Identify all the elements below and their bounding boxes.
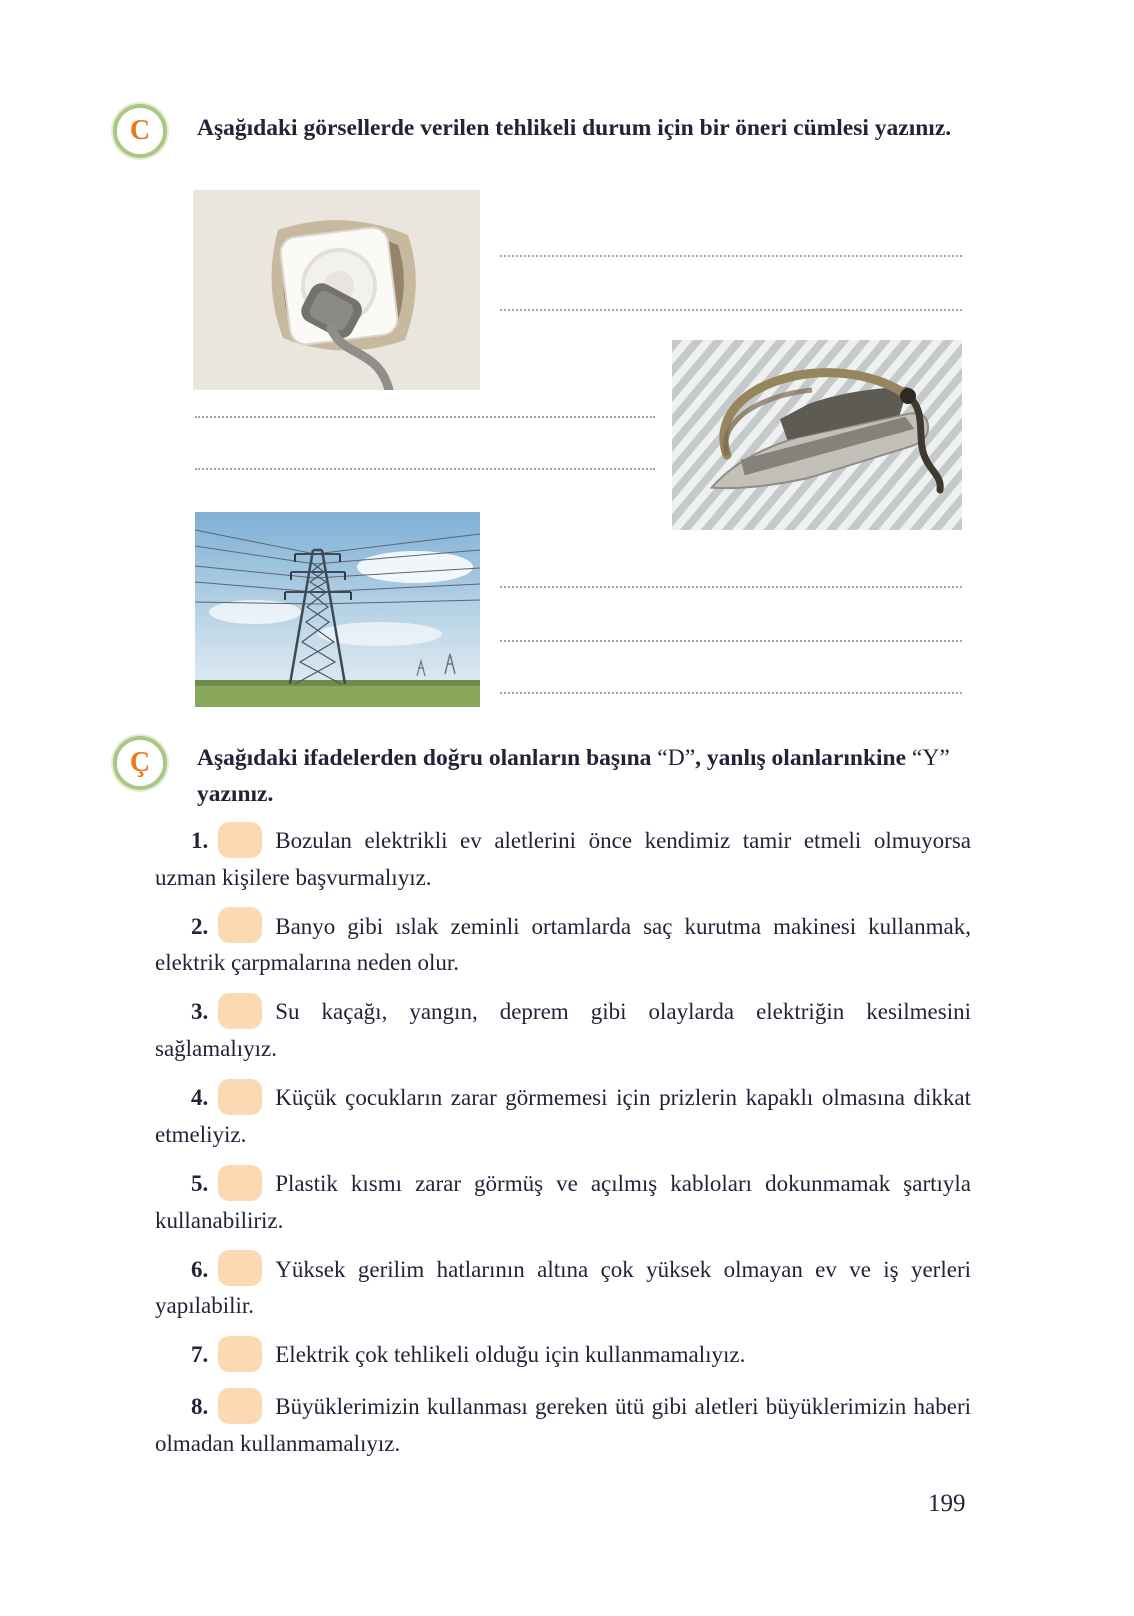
statement-row xyxy=(155,1338,971,1375)
statement-number: 6. xyxy=(191,1256,209,1282)
power-lines-photo xyxy=(195,512,480,707)
answer-line[interactable] xyxy=(195,416,655,418)
statement-row xyxy=(155,1253,971,1324)
instruction-text-part: yazınız. xyxy=(197,781,274,807)
answer-box[interactable] xyxy=(218,822,262,858)
instruction-text-part: Aşağıdaki ifadelerden doğru olanların başına xyxy=(197,745,658,771)
instruction-letter-y: “Y” xyxy=(911,745,950,771)
section-c-badge xyxy=(113,104,167,158)
statements-list xyxy=(155,824,971,1476)
statement-text: Banyo gibi ıslak zeminli ortamlarda saç kurutma makinesi kullanmak, elektrik çarpmalarına neden olur. xyxy=(155,913,971,976)
statement-row xyxy=(155,1167,971,1238)
section-c-cedilla-badge-letter: Ç xyxy=(129,747,151,778)
answer-line[interactable] xyxy=(500,309,962,311)
instruction-letter-d: “D” xyxy=(657,745,696,771)
statement-text: Bozulan elektrikli ev aletlerini önce kendimiz tamir etmeli olmuyorsa uzman kişilere başvurmalıyız. xyxy=(155,828,971,890)
section-c-cedilla-instruction xyxy=(197,740,989,812)
statement-row xyxy=(155,910,971,981)
statement-number: 4. xyxy=(191,1085,209,1111)
statement-row xyxy=(155,1081,971,1152)
statement-number: 1. xyxy=(191,828,209,853)
statement-text: Büyüklerimizin kullanması gereken ütü gibi aletleri büyüklerimizin haberi olmadan kullanmamalıyız. xyxy=(155,1394,971,1456)
answer-line[interactable] xyxy=(195,468,655,470)
answer-box[interactable] xyxy=(218,907,262,943)
section-c-instruction-text: Aşağıdaki görsellerde verilen tehlikeli durum için bir öneri cümlesi yazınız. xyxy=(197,115,952,141)
socket-illustration xyxy=(193,190,480,390)
statement-row xyxy=(155,1390,971,1461)
statement-row xyxy=(155,824,971,895)
statement-text: Yüksek gerilim hatlarının altına çok yüksek olmayan ev ve iş yerleri yapılabilir. xyxy=(155,1256,971,1319)
answer-box[interactable] xyxy=(218,1165,262,1201)
answer-box[interactable] xyxy=(218,1079,262,1115)
statement-text: Plastik kısmı zarar görmüş ve açılmış kabloları dokunmamak şartıyla kullanabiliriz. xyxy=(155,1170,971,1233)
answer-box[interactable] xyxy=(218,1388,262,1424)
section-c-instruction xyxy=(197,110,983,146)
damaged-socket-photo xyxy=(193,190,480,390)
answer-box[interactable] xyxy=(218,1250,262,1286)
instruction-text-part: , yanlış olanlarınkine xyxy=(695,745,912,771)
statement-number: 5. xyxy=(191,1170,209,1196)
answer-box[interactable] xyxy=(218,1336,262,1372)
statement-number: 3. xyxy=(191,999,209,1025)
statement-text: Elektrik çok tehlikeli olduğu için kullanmamalıyız. xyxy=(275,1342,746,1368)
answer-line[interactable] xyxy=(500,692,962,694)
old-iron-photo xyxy=(672,340,962,530)
answer-line[interactable] xyxy=(500,255,962,257)
page-number: 199 xyxy=(928,1490,966,1517)
statement-number: 8. xyxy=(191,1394,209,1420)
statement-text: Su kaçağı, yangın, deprem gibi olaylarda elektriğin kesilmesini sağlamalıyız. xyxy=(155,999,971,1062)
answer-line[interactable] xyxy=(500,586,962,588)
iron-illustration xyxy=(672,340,962,530)
answer-line[interactable] xyxy=(500,640,962,642)
statement-number: 2. xyxy=(191,913,209,939)
statement-row xyxy=(155,995,971,1066)
section-c-badge-letter: C xyxy=(129,115,151,146)
pylon-illustration xyxy=(195,512,480,707)
statement-text: Küçük çocukların zarar görmemesi için prizlerin kapaklı olmasına dikkat etmeliyiz. xyxy=(155,1085,971,1147)
answer-box[interactable] xyxy=(218,993,262,1029)
section-c-cedilla-badge xyxy=(113,736,167,790)
statement-number: 7. xyxy=(191,1342,209,1368)
